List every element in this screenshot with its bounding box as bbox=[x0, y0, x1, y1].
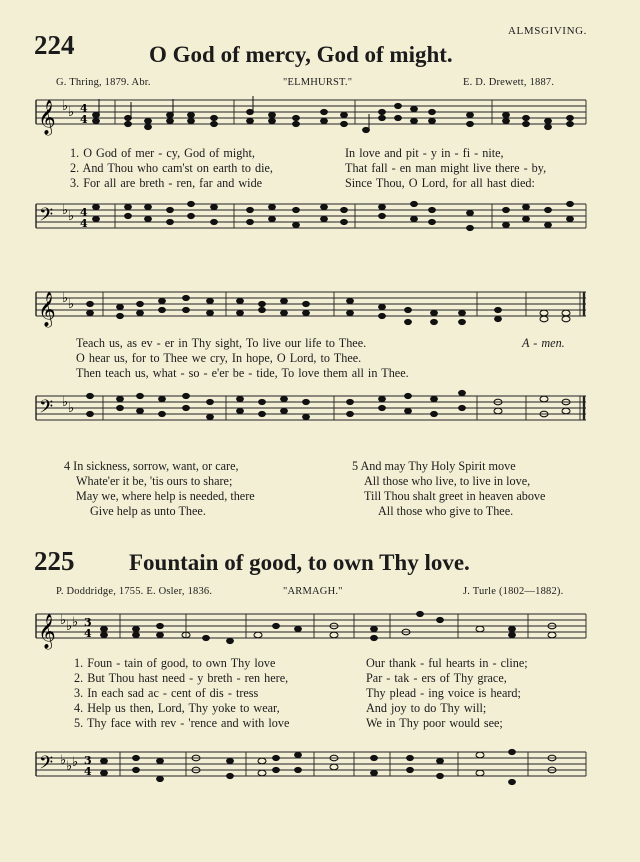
bass-staff-224-line1 bbox=[0, 200, 640, 246]
h225-verse-4a: 4. Help us then, Lord, Thy yoke to wear, bbox=[74, 701, 280, 715]
tune-name-225: "ARMAGH." bbox=[283, 586, 343, 597]
verse2-line-3: Then teach us, what - so - e'er be - tide, To love them all in Thee. bbox=[76, 366, 409, 380]
h225-verse-2b: Par - tak - ers of Thy grace, bbox=[366, 671, 507, 685]
svg-text:♭: ♭ bbox=[68, 297, 75, 312]
svg-text:4: 4 bbox=[80, 217, 88, 230]
verse-line-2a: 2. And Thou who cam'st on earth to die, bbox=[70, 161, 273, 175]
music-credit-224: E. D. Drewett, 1887. bbox=[463, 77, 555, 88]
svg-text:♭: ♭ bbox=[62, 203, 69, 218]
svg-text:4: 4 bbox=[80, 206, 88, 219]
note-glyphs-icon bbox=[101, 749, 516, 784]
words-credit-224: G. Thring, 1879. Abr. bbox=[56, 77, 151, 88]
flat-icon: ♭ bbox=[62, 99, 69, 114]
svg-text:4: 4 bbox=[84, 627, 92, 640]
stanza-4-line-1: 4 In sickness, sorrow, want, or care, bbox=[64, 459, 239, 473]
verse-line-1b: In love and pit - y in - fi - nite, bbox=[345, 146, 504, 160]
hymn-title-224: O God of mercy, God of might. bbox=[149, 42, 453, 67]
note-glyphs-icon bbox=[87, 390, 466, 419]
treble-staff-224-line1 bbox=[0, 96, 640, 146]
time-signature-icon: 4 bbox=[80, 102, 88, 115]
verse-line-3b: Since Thou, O Lord, for all hast died: bbox=[345, 176, 535, 190]
hymn-number-224: 224 bbox=[34, 30, 75, 60]
svg-text:♭: ♭ bbox=[62, 291, 69, 306]
svg-text:♭: ♭ bbox=[72, 615, 79, 630]
stanza-5-line-4: All those who give to Thee. bbox=[378, 504, 514, 518]
svg-text:𝄢: 𝄢 bbox=[39, 397, 54, 422]
bass-clef-icon: 𝄢 bbox=[39, 205, 54, 230]
stanza-4-line-3: May we, where help is needed, there bbox=[76, 489, 255, 503]
h225-verse-3a: 3. In each sad ac - cent of dis - tress bbox=[74, 686, 259, 700]
h225-verse-5b: We in Thy poor would see; bbox=[366, 716, 503, 730]
svg-text:3: 3 bbox=[84, 616, 92, 629]
svg-text:♭: ♭ bbox=[72, 755, 79, 770]
verse2-line-2: O hear us, for to Thee we cry, In hope, O Lord, to Thee. bbox=[76, 351, 362, 365]
stanza-5-line-1: 5 And may Thy Holy Spirit move bbox=[352, 459, 516, 473]
flat-icon: ♭ bbox=[68, 105, 75, 120]
treble-staff-224-line2 bbox=[0, 288, 640, 338]
svg-text:♭: ♭ bbox=[66, 619, 73, 634]
verse-line-2b: That fall - en man might live there - by, bbox=[345, 161, 547, 175]
h225-verse-4b: And joy to do Thy will; bbox=[366, 701, 487, 715]
h225-verse-2a: 2. But Thou hast need - y breth - ren here, bbox=[74, 671, 289, 685]
svg-text:𝄞: 𝄞 bbox=[38, 292, 56, 327]
h225-verse-5a: 5. Thy face with rev - 'rence and with love bbox=[74, 716, 290, 730]
svg-text:♭: ♭ bbox=[68, 401, 75, 416]
svg-text:4: 4 bbox=[84, 765, 92, 778]
treble-staff-225 bbox=[0, 608, 640, 660]
tune-name-224: "ELMHURST." bbox=[283, 77, 353, 88]
amen-text: A - men. bbox=[522, 336, 565, 350]
h225-verse-1a: 1. Foun - tain of good, to own Thy love bbox=[74, 656, 276, 670]
svg-text:♭: ♭ bbox=[68, 209, 75, 224]
verse-line-3a: 3. For all are breth - ren, far and wide bbox=[70, 176, 263, 190]
music-credit-225: J. Turle (1802—1882). bbox=[463, 586, 564, 597]
bass-staff-224-line2 bbox=[0, 392, 640, 438]
svg-text:♭: ♭ bbox=[60, 753, 67, 768]
h225-verse-1b: Our thank - ful hearts in - cline; bbox=[366, 656, 528, 670]
stanza-5-line-2: All those who live, to live in love, bbox=[364, 474, 531, 488]
note-glyphs-icon bbox=[93, 96, 574, 133]
words-credit-225: P. Doddridge, 1755. E. Osler, 1836. bbox=[56, 586, 213, 597]
svg-text:♭: ♭ bbox=[62, 395, 69, 410]
bass-staff-225 bbox=[0, 746, 640, 800]
hymn-number-225: 225 bbox=[34, 546, 75, 576]
svg-text:♭: ♭ bbox=[66, 759, 73, 774]
stanza-5-line-3: Till Thou shalt greet in heaven above bbox=[364, 489, 546, 503]
note-glyphs-icon bbox=[101, 611, 516, 643]
stanza-4-line-4: Give help as unto Thee. bbox=[90, 504, 206, 518]
verse2-line-1: Teach us, as ev - er in Thy sight, To live our life to Thee. bbox=[76, 336, 367, 350]
svg-text:𝄞: 𝄞 bbox=[38, 614, 56, 649]
svg-text:𝄢: 𝄢 bbox=[39, 753, 54, 778]
hymn-title-225: Fountain of good, to own Thy love. bbox=[129, 550, 470, 575]
svg-text:3: 3 bbox=[84, 754, 92, 767]
svg-text:4: 4 bbox=[80, 113, 88, 126]
stanza-4-line-2: Whate'er it be, 'tis ours to share; bbox=[76, 474, 233, 488]
treble-clef-icon: 𝄞 bbox=[38, 100, 56, 135]
svg-text:♭: ♭ bbox=[60, 613, 67, 628]
h225-verse-3b: Thy plead - ing voice is heard; bbox=[366, 686, 521, 700]
running-head: ALMSGIVING. bbox=[508, 25, 588, 37]
verse-line-1a: 1. O God of mer - cy, God of might, bbox=[70, 146, 255, 160]
